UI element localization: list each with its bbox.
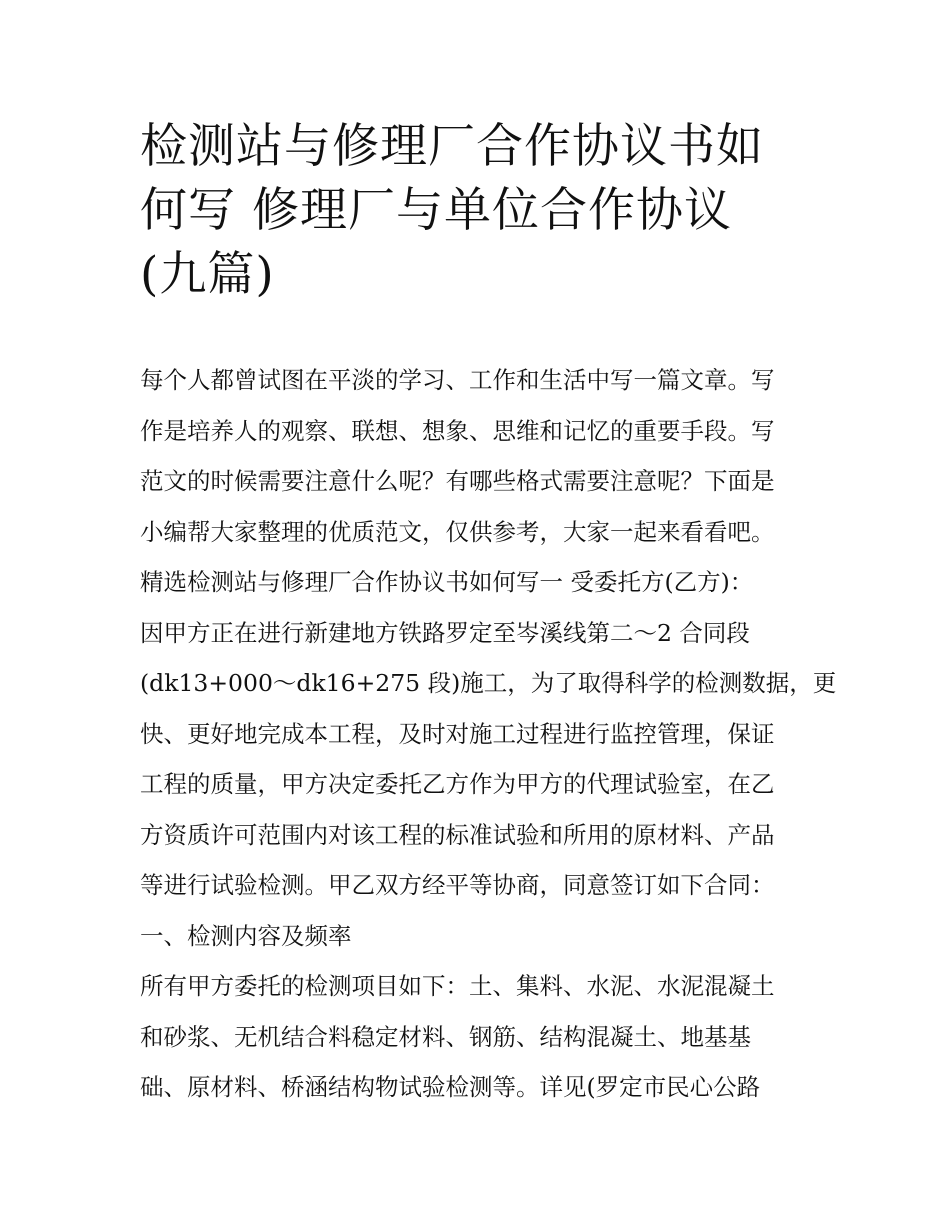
body-line: 快、更好地完成本工程，及时对施工过程进行监控管理，保证 — [140, 719, 775, 748]
body-line: 工程的质量，甲方决定委托乙方作为甲方的代理试验室，在乙 — [140, 770, 775, 798]
body-line: 小编帮大家整理的优质范文，仅供参考，大家一起来看看吧。 — [140, 517, 775, 546]
title-line: 检测站与修理厂合作协议书如 — [140, 119, 764, 174]
body-line: (dk13+000～dk16+275 段)施工，为了取得科学的检测数据，更 — [140, 669, 837, 697]
body-line: 等进行试验检测。甲乙双方经平等协商，同意签订如下合同： — [140, 871, 775, 899]
document-body — [140, 355, 837, 1113]
body-line: 因甲方正在进行新建地方铁路罗定至岑溪线第二～2 合同段 — [140, 618, 750, 647]
body-line: 所有甲方委托的检测项目如下：土、集料、水泥、水泥混凝土 — [140, 972, 775, 1000]
body-line: 作是培养人的观察、联想、想象、思维和记忆的重要手段。写 — [140, 416, 775, 445]
body-line: 每个人都曾试图在平淡的学习、工作和生活中写一篇文章。写 — [140, 366, 775, 394]
body-line: 精选检测站与修理厂合作协议书如何写一 受委托方(乙方)： — [140, 568, 754, 596]
title-line: (九篇) — [140, 247, 275, 302]
section-heading: 一、检测内容及频率 — [140, 921, 352, 950]
body-line: 方资质许可范围内对该工程的标准试验和所用的原材料、产品 — [140, 820, 775, 849]
document-title — [140, 115, 820, 307]
title-line: 何写 修理厂与单位合作协议 — [140, 183, 732, 238]
body-line: 和砂浆、无机结合料稳定材料、钢筋、结构混凝土、地基基 — [140, 1022, 751, 1051]
body-line: 范文的时候需要注意什么呢？有哪些格式需要注意呢？下面是 — [140, 467, 775, 495]
body-line: 础、原材料、桥涵结构物试验检测等。详见(罗定市民心公路 — [140, 1073, 761, 1101]
